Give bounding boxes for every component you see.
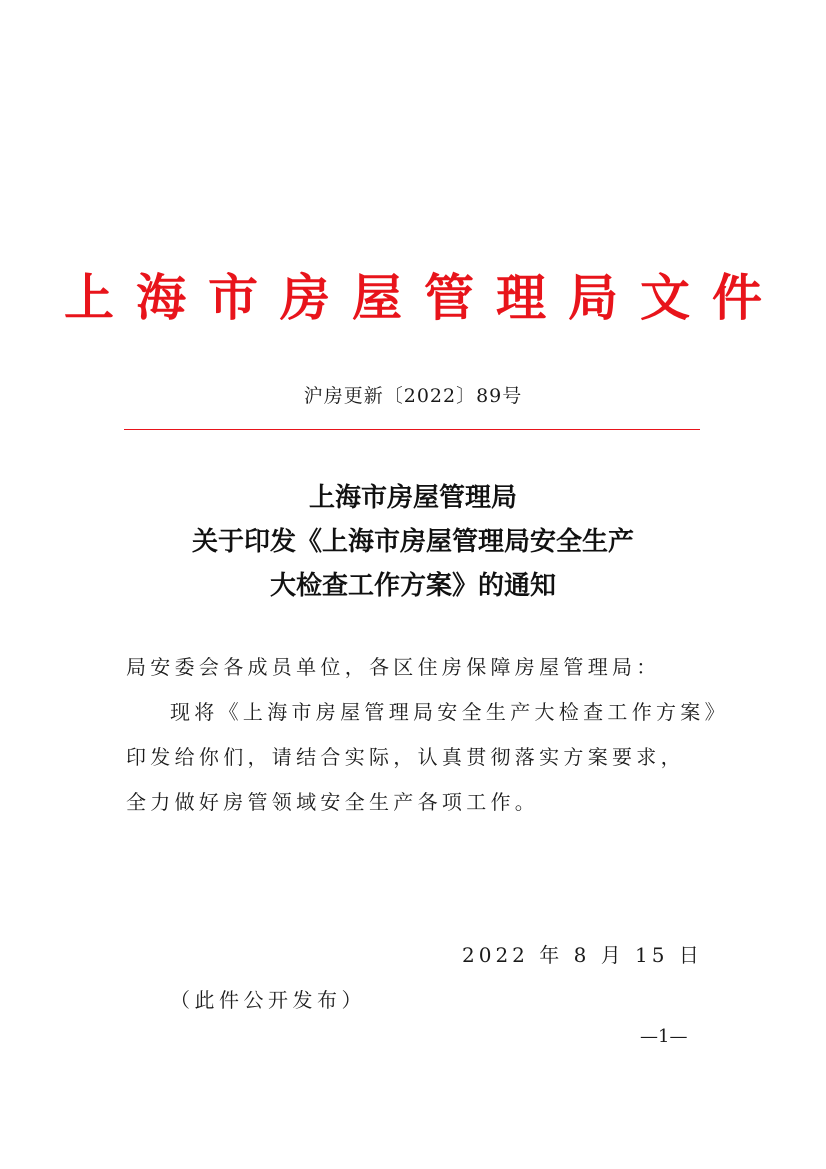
body-paragraph (126, 690, 729, 825)
notice-title-line-1: 上海市房屋管理局 (308, 483, 517, 513)
notice-title-line-2: 关于印发《上海市房屋管理局安全生产 (191, 527, 634, 557)
paragraph-line-3: 全力做好房管领域安全生产各项工作。 (126, 790, 540, 814)
paragraph-line-2: 印发给你们，请结合实际，认真贯彻落实方案要求， (126, 745, 685, 769)
red-separator-line (124, 429, 700, 430)
paragraph-line-1: 现将《上海市房屋管理局安全生产大检查工作方案》 (170, 700, 729, 724)
page-number: —1— (640, 1026, 688, 1047)
public-release-note: （此件公开发布） (170, 988, 366, 1012)
document-number: 沪房更新〔2022〕89号 (303, 385, 523, 407)
issuer-title: 上海市房屋管理局文件 (64, 268, 784, 327)
issue-date: 2022 年 8 月 15 日 (462, 943, 703, 967)
notice-title-line-3: 大检查工作方案》的通知 (269, 571, 556, 601)
addressee: 局安委会各成员单位，各区住房保障房屋管理局： (126, 655, 661, 679)
notice-title (0, 476, 826, 608)
